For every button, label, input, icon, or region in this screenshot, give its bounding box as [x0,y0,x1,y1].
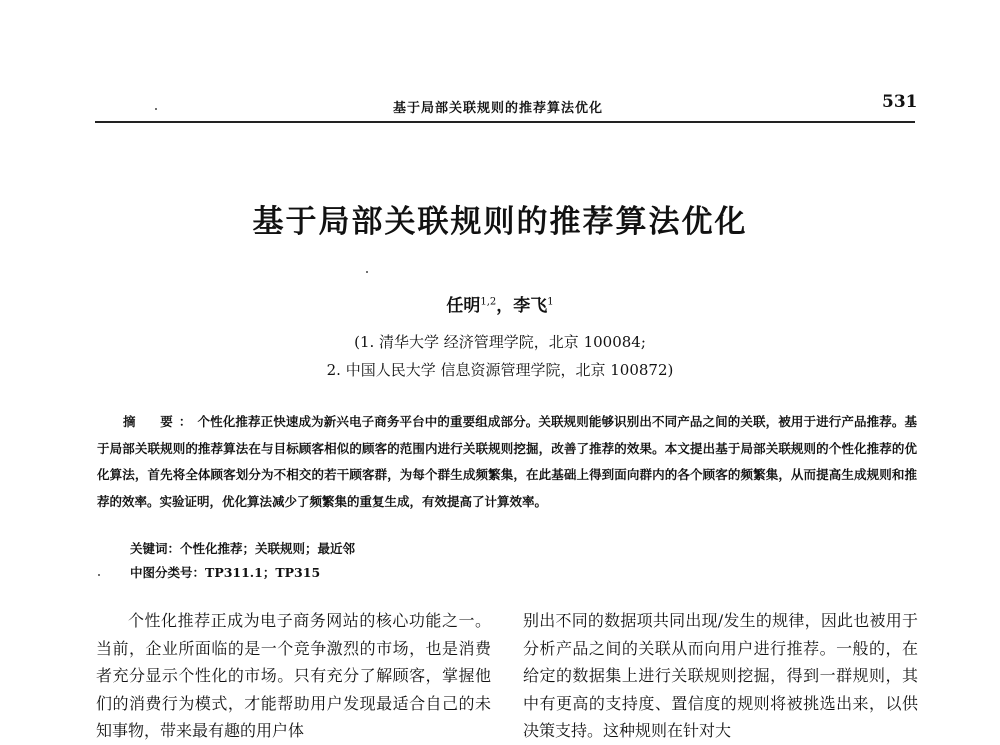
scan-speck [98,574,100,576]
keywords-text: 个性化推荐；关联规则；最近邻 [180,541,356,556]
paper-title: 基于局部关联规则的推荐算法优化 [252,204,748,240]
header-rule [95,121,915,123]
keywords [130,539,355,557]
abstract-label: 摘 要： [123,414,198,429]
affiliation-line: (1. 清华大学 经济管理学院，北京 100084; [354,333,646,351]
affiliation-line: 2. 中国人民大学 信息资源管理学院，北京 100872) [326,361,674,379]
scan-speck [366,271,368,273]
author-name: 任明 [446,296,481,316]
body-left-column: 个性化推荐正成为电子商务网站的核心功能之一。当前，企业所面临的是一个竞争激烈的市场，也是消费者充分显示个性化的市场。只有充分了解顾客，掌握他们的消费行为模式，才能帮助用户发现最适合自己的未知事物，带来最有趣的用户体 [96,611,491,740]
scan-speck [155,108,157,110]
classification-number [130,563,320,581]
abstract [97,409,917,515]
classification-label: 中图分类号： [130,565,206,580]
author-affiliation-mark: 1,2 [480,296,497,308]
classification-text: TP311.1；TP315 [205,565,321,580]
abstract-text: 个性化推荐正快速成为新兴电子商务平台中的重要组成部分。关联规则能够识别出不同产品之间的关联，被用于进行产品推荐。基于局部关联规则的推荐算法在与目标顾客相似的顾客的范围内进行关联规则挖掘，改善了推荐的效果。本文提出基于局部关联规则的个性化推荐的优化算法，首先将全体顾客划分为不相交的若干顾客群，为每个群生成频繁集，在此基础上得到面向群内的各个顾客的频繁集，从而提高生成规则和推荐的效率。实验证明，优化算法减少了频繁集的重复生成，有效提高了计算效率。 [97,414,917,509]
body-right-column: 别出不同的数据项共同出现/发生的规律，因此也被用于分析产品之间的关联从而向用户进行推荐。一般的，在给定的数据集上进行关联规则挖掘，得到一群规则，其中有更高的支持度、置信度的规则将被挑选出来，以供决策支持。这种规则在针对大 [523,611,918,740]
author-name: 李飞 [513,296,548,316]
author-line [0,291,1000,316]
author-separator: ， [496,296,514,316]
running-head [0,0,1000,130]
author-affiliation-mark: 1 [547,296,554,308]
running-head-title: 基于局部关联规则的推荐算法优化 [393,101,604,116]
keywords-label: 关键词： [130,541,181,556]
page-number: 531 [882,92,918,112]
